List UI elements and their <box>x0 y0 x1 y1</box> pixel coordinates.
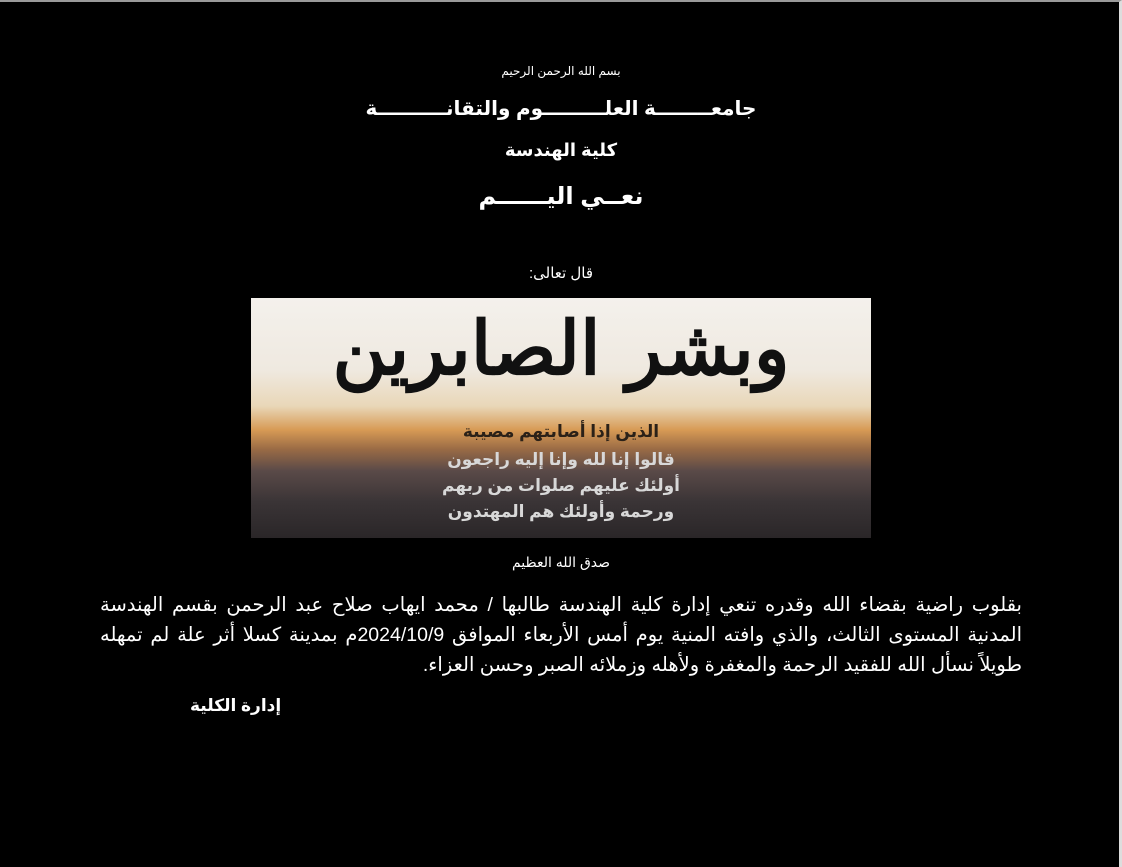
page-title: نعــي اليــــــم <box>478 183 644 210</box>
obituary-body: بقلوب راضية بقضاء الله وقدره تنعي إدارة كلية الهندسة طالبها / محمد ايهاب صلاح عبد الرحمن بقسم الهندسة المدنية المستوى الثالث، والذي وافته المنية يوم أمس الأربعاء الموافق 2024/10/9م بمدينة كسلا أثر علة لم تمهله طويلاً نسأل الله للفقيد الرحمة والمغفرة ولأهله وزملائه الصبر وحسن العزاء. <box>100 594 1023 676</box>
verse-line: أولئك عليهم صلوات من ربهم <box>442 476 680 495</box>
verse-line: الذين إذا أصابتهم مصيبة <box>462 422 660 441</box>
basmala: بسم الله الرحمن الرحيم <box>501 64 621 78</box>
signature: إدارة الكلية <box>190 696 282 715</box>
university-name: جامعــــــــة العلـــــــــوم والتقانــــــــــة <box>365 98 757 120</box>
quote-intro: قال تعالى: <box>528 265 594 282</box>
verse-line: ورحمة وأولئك هم المهتدون <box>447 502 675 521</box>
calligraphy: وبشر الصابرين <box>332 306 790 392</box>
quran-verse-image <box>251 298 871 538</box>
faculty-name: كلية الهندسة <box>504 140 618 160</box>
verse-line: قالوا إنا لله وإنا إليه راجعون <box>447 450 675 469</box>
quote-close: صدق الله العظيم <box>511 554 611 570</box>
